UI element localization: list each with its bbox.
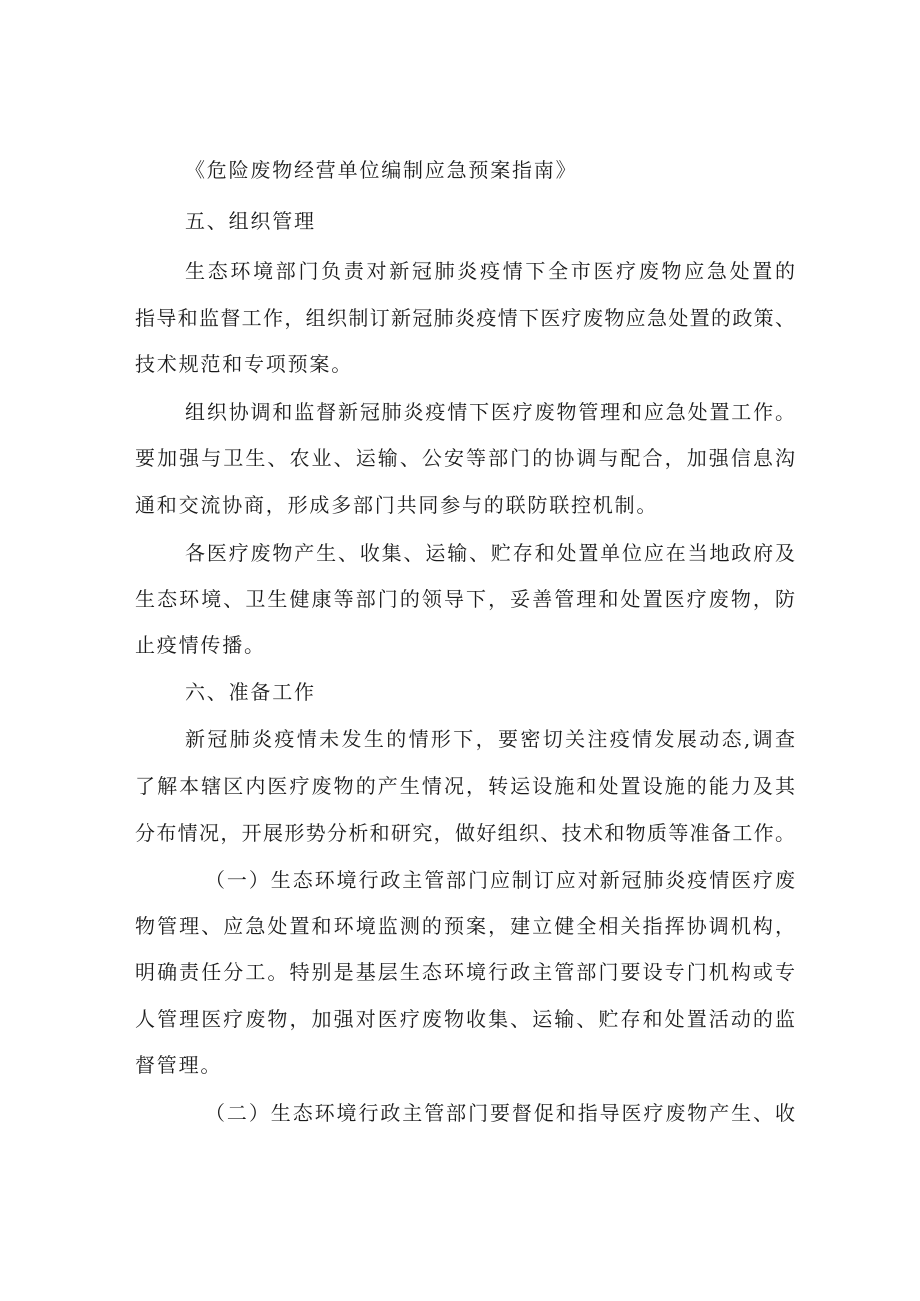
paragraph-line: 指导和监督工作，组织制订新冠肺炎疫情下医疗废物应急处置的政策、 [135, 306, 795, 330]
section-6-heading: 六、准备工作 [185, 680, 316, 704]
paragraph-line: （二）生态环境行政主管部门要督促和指导医疗废物产生、收 [205, 1101, 795, 1125]
paragraph-line: 人管理医疗废物，加强对医疗废物收集、运输、贮存和处置活动的监 [135, 1007, 795, 1031]
paragraph-line: 分布情况，开展形势分析和研究，做好组织、技术和物质等准备工作。 [135, 821, 795, 845]
paragraph-line: 物管理、应急处置和环境监测的预案，建立健全相关指挥协调机构， [135, 914, 795, 938]
paragraph-line: 各医疗废物产生、收集、运输、贮存和处置单位应在当地政府及 [185, 541, 795, 565]
paragraph-line: （一）生态环境行政主管部门应制订应对新冠肺炎疫情医疗废 [205, 868, 795, 892]
paragraph-line: 新冠肺炎疫情未发生的情形下，要密切关注疫情发展动态,调查 [185, 727, 795, 751]
paragraph-line: 明确责任分工。特别是基层生态环境行政主管部门要设专门机构或专 [135, 960, 795, 984]
paragraph-line: 止疫情传播。 [135, 633, 266, 657]
section-5-heading: 五、组织管理 [185, 209, 316, 233]
paragraph-line: 生态环境部门负责对新冠肺炎疫情下全市医疗废物应急处置的 [185, 259, 795, 283]
paragraph-line: 督管理。 [135, 1053, 223, 1077]
paragraph-line: 组织协调和监督新冠肺炎疫情下医疗废物管理和应急处置工作。 [185, 400, 795, 424]
paragraph-line: 技术规范和专项预案。 [135, 352, 353, 376]
document-title: 《危险废物经营单位编制应急预案指南》 [185, 158, 578, 182]
paragraph-line: 通和交流协商，形成多部门共同参与的联防联控机制。 [135, 493, 659, 517]
paragraph-line: 要加强与卫生、农业、运输、公安等部门的协调与配合，加强信息沟 [135, 446, 795, 470]
paragraph-line: 了解本辖区内医疗废物的产生情况，转运设施和处置设施的能力及其 [135, 774, 795, 798]
paragraph-line: 生态环境、卫生健康等部门的领导下，妥善管理和处置医疗废物，防 [135, 587, 795, 611]
